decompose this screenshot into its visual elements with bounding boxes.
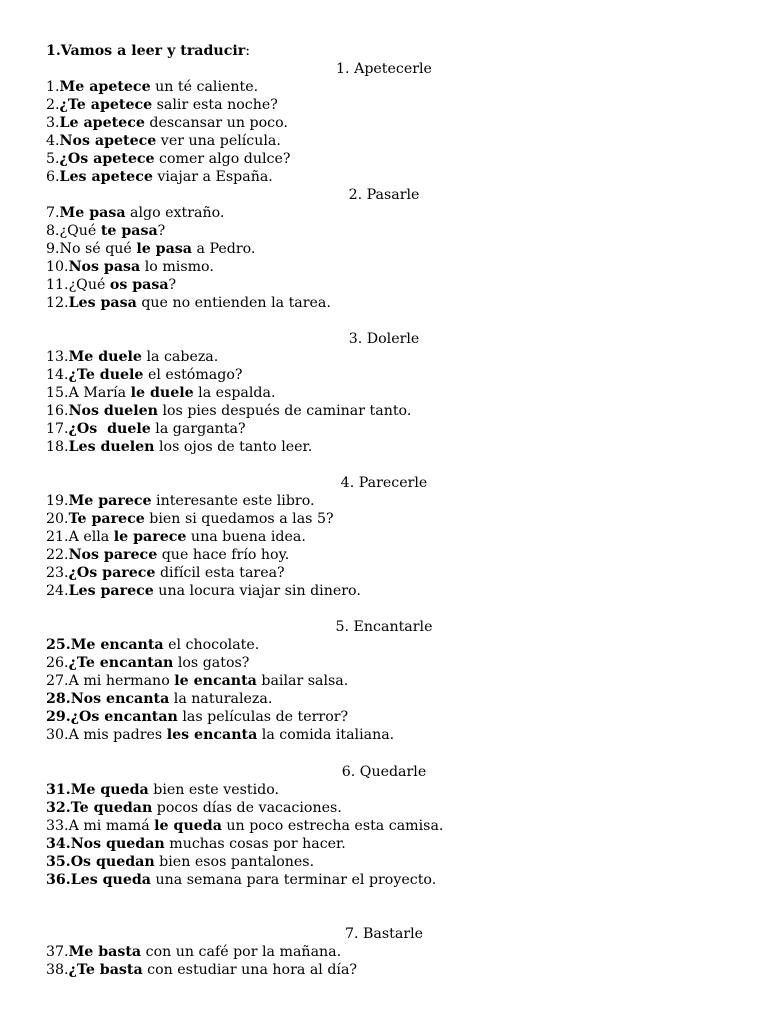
- sentence-rest: un poco estrecha esta camisa.: [221, 818, 444, 834]
- verb-phrase: Les pasa: [68, 295, 137, 311]
- sentence-number: 19.: [46, 493, 69, 509]
- section-heading: 7. Bastarle: [344, 926, 424, 942]
- sentence-number: 33.: [46, 818, 69, 834]
- sentence-line: [46, 420, 246, 438]
- sentence-rest: a Pedro.: [191, 241, 256, 257]
- sentence-line: [46, 943, 341, 961]
- section-heading: 1. Apetecerle: [336, 61, 432, 77]
- sentence-line: [46, 799, 342, 817]
- verb-phrase: Me parece: [68, 493, 152, 509]
- sentence-number: 2.: [46, 97, 60, 113]
- sentence-line: [46, 690, 272, 708]
- sentence-rest: interesante este libro.: [151, 493, 315, 509]
- section-heading: 6. Quedarle: [341, 764, 427, 780]
- sentence-number: 31.: [46, 782, 71, 798]
- sentence-rest: una locura viajar sin dinero.: [153, 583, 361, 599]
- sentence-number: 28.: [46, 691, 71, 707]
- title-text: 1.Vamos a leer y traducir: [46, 43, 246, 59]
- verb-phrase: ¿Te duele: [68, 367, 144, 383]
- sentence-rest: bailar salsa.: [256, 673, 349, 689]
- sentence-line: [46, 438, 312, 456]
- sentence-number: 25.: [46, 637, 71, 653]
- sentence-line: [46, 835, 346, 853]
- verb-phrase: le encanta: [174, 673, 257, 689]
- sentence-rest: el estómago?: [143, 367, 243, 383]
- verb-phrase: ¿Os apetece: [59, 151, 155, 167]
- sentence-rest: pocos días de vacaciones.: [152, 800, 342, 816]
- sentence-prefix: A mis padres: [68, 727, 167, 743]
- sentence-rest: una buena idea.: [186, 529, 306, 545]
- sentence-rest: ?: [157, 223, 166, 239]
- sentence-rest: muchas cosas por hacer.: [164, 836, 346, 852]
- verb-phrase: ¿Te apetece: [59, 97, 153, 113]
- verb-phrase: Os quedan: [70, 854, 155, 870]
- section-heading: 5. Encantarle: [335, 619, 433, 635]
- sentence-number: 16.: [46, 403, 69, 419]
- sentence-line: [46, 114, 288, 132]
- verb-phrase: le pasa: [136, 241, 192, 257]
- sentence-line: [46, 258, 214, 276]
- verb-phrase: Les duelen: [68, 439, 155, 455]
- sentence-line: [46, 168, 273, 186]
- sentence-rest: bien este vestido.: [148, 782, 280, 798]
- sentence-rest: los pies después de caminar tanto.: [157, 403, 412, 419]
- sentence-number: 4.: [46, 133, 60, 149]
- sentence-number: 26.: [46, 655, 69, 671]
- verb-phrase: Me pasa: [59, 205, 126, 221]
- sentence-rest: descansar un poco.: [144, 115, 288, 131]
- verb-phrase: le queda: [154, 818, 222, 834]
- verb-phrase: Te parece: [68, 511, 145, 527]
- sentence-number: 15.: [46, 385, 69, 401]
- sentence-number: 12.: [46, 295, 69, 311]
- sentence-line: [46, 384, 275, 402]
- sentence-rest: bien si quedamos a las 5?: [144, 511, 334, 527]
- sentence-rest: bien esos pantalones.: [154, 854, 315, 870]
- sentence-prefix: ¿Qué: [68, 277, 110, 293]
- verb-phrase: ¿Os duele: [68, 421, 151, 437]
- sentence-number: 17.: [46, 421, 69, 437]
- sentence-rest: lo mismo.: [140, 259, 214, 275]
- sentence-rest: los gatos?: [173, 655, 250, 671]
- sentence-rest: difícil esta tarea?: [155, 565, 285, 581]
- sentence-line: [46, 636, 259, 654]
- verb-phrase: Les parece: [68, 583, 154, 599]
- sentence-number: 38.: [46, 962, 69, 978]
- verb-phrase: Les queda: [70, 872, 151, 888]
- sentence-line: [46, 96, 278, 114]
- verb-phrase: Nos quedan: [70, 836, 165, 852]
- sentence-number: 13.: [46, 349, 69, 365]
- sentence-number: 20.: [46, 511, 69, 527]
- sentence-line: [46, 276, 176, 294]
- sentence-line: [46, 150, 291, 168]
- sentence-rest: el chocolate.: [163, 637, 260, 653]
- sentence-line: [46, 654, 249, 672]
- section-heading: 3. Dolerle: [348, 331, 420, 347]
- sentence-prefix: No sé qué: [59, 241, 137, 257]
- sentence-number: 11.: [46, 277, 69, 293]
- sentence-rest: con estudiar una hora al día?: [142, 962, 358, 978]
- sentence-rest: algo extraño.: [125, 205, 225, 221]
- sentence-number: 8.: [46, 223, 60, 239]
- sentence-line: [46, 871, 436, 889]
- sentence-line: [46, 961, 357, 979]
- sentence-number: 23.: [46, 565, 69, 581]
- sentence-line: [46, 672, 348, 690]
- sentence-line: [46, 528, 306, 546]
- sentence-line: [46, 240, 255, 258]
- verb-phrase: les encanta: [166, 727, 258, 743]
- verb-phrase: Nos parece: [68, 547, 158, 563]
- verb-phrase: Me basta: [68, 944, 142, 960]
- verb-phrase: Me queda: [70, 782, 149, 798]
- sentence-line: [46, 348, 218, 366]
- sentence-rest: comer algo dulce?: [154, 151, 291, 167]
- verb-phrase: Le apetece: [59, 115, 145, 131]
- verb-phrase: Les apetece: [59, 169, 153, 185]
- verb-phrase: os pasa: [109, 277, 169, 293]
- sentence-line: [46, 366, 242, 384]
- sentence-line: [46, 853, 314, 871]
- sentence-line: [46, 582, 361, 600]
- sentence-rest: una semana para terminar el proyecto.: [151, 872, 437, 888]
- sentence-line: [46, 510, 334, 528]
- verb-phrase: ¿Te encantan: [68, 655, 174, 671]
- sentence-number: 9.: [46, 241, 60, 257]
- sentence-line: [46, 78, 258, 96]
- sentence-line: [46, 204, 224, 222]
- sentence-prefix: A mi mamá: [68, 818, 155, 834]
- sentence-prefix: A ella: [68, 529, 114, 545]
- sentence-rest: viajar a España.: [152, 169, 273, 185]
- sentence-rest: un té caliente.: [150, 79, 259, 95]
- sentence-number: 22.: [46, 547, 69, 563]
- sentence-rest: ver una película.: [156, 133, 281, 149]
- sentence-number: 34.: [46, 836, 71, 852]
- sentence-rest: que no entienden la tarea.: [136, 295, 331, 311]
- verb-phrase: le parece: [113, 529, 187, 545]
- sentence-number: 5.: [46, 151, 60, 167]
- sentence-rest: la espalda.: [193, 385, 276, 401]
- sentence-number: 7.: [46, 205, 60, 221]
- sentence-number: 14.: [46, 367, 69, 383]
- sentence-line: [46, 492, 315, 510]
- verb-phrase: Me encanta: [70, 637, 164, 653]
- sentence-number: 30.: [46, 727, 69, 743]
- sentence-number: 6.: [46, 169, 60, 185]
- sentence-prefix: ¿Qué: [59, 223, 101, 239]
- sentence-rest: que hace frío hoy.: [157, 547, 290, 563]
- sentence-line: [46, 726, 394, 744]
- title-colon: :: [245, 43, 251, 59]
- verb-phrase: Nos pasa: [68, 259, 141, 275]
- verb-phrase: Nos duelen: [68, 403, 158, 419]
- verb-phrase: Me apetece: [59, 79, 151, 95]
- sentence-number: 37.: [46, 944, 69, 960]
- sentence-number: 32.: [46, 800, 71, 816]
- sentence-line: [46, 817, 443, 835]
- sentence-line: [46, 781, 279, 799]
- sentence-number: 27.: [46, 673, 69, 689]
- sentence-line: [46, 402, 411, 420]
- verb-phrase: le duele: [130, 385, 194, 401]
- verb-phrase: Te quedan: [70, 800, 153, 816]
- sentence-line: [46, 132, 281, 150]
- verb-phrase: Nos encanta: [70, 691, 170, 707]
- sentence-rest: la garganta?: [150, 421, 246, 437]
- section-heading: 2. Pasarle: [348, 187, 420, 203]
- sentence-number: 10.: [46, 259, 69, 275]
- sentence-number: 35.: [46, 854, 71, 870]
- section-heading: 4. Parecerle: [340, 475, 428, 491]
- sentence-prefix: A María: [68, 385, 131, 401]
- sentence-rest: los ojos de tanto leer.: [154, 439, 313, 455]
- sentence-number: 29.: [46, 709, 71, 725]
- sentence-rest: la cabeza.: [141, 349, 219, 365]
- verb-phrase: ¿Os parece: [68, 565, 156, 581]
- verb-phrase: te pasa: [100, 223, 158, 239]
- verb-phrase: Nos apetece: [59, 133, 157, 149]
- sentence-rest: la comida italiana.: [257, 727, 395, 743]
- verb-phrase: ¿Te basta: [68, 962, 143, 978]
- sentence-number: 24.: [46, 583, 69, 599]
- sentence-number: 36.: [46, 872, 71, 888]
- verb-phrase: ¿Os encantan: [70, 709, 178, 725]
- sentence-line: [46, 222, 165, 240]
- sentence-line: [46, 708, 348, 726]
- sentence-number: 3.: [46, 115, 60, 131]
- document-title: [46, 42, 250, 60]
- sentence-rest: ?: [168, 277, 177, 293]
- sentence-line: [46, 294, 331, 312]
- verb-phrase: Me duele: [68, 349, 142, 365]
- sentence-number: 1.: [46, 79, 60, 95]
- sentence-number: 18.: [46, 439, 69, 455]
- sentence-rest: salir esta noche?: [152, 97, 278, 113]
- sentence-number: 21.: [46, 529, 69, 545]
- sentence-line: [46, 564, 285, 582]
- sentence-rest: con un café por la mañana.: [141, 944, 342, 960]
- sentence-prefix: A mi hermano: [68, 673, 175, 689]
- sentence-rest: las películas de terror?: [177, 709, 349, 725]
- sentence-line: [46, 546, 289, 564]
- sentence-rest: la naturaleza.: [169, 691, 273, 707]
